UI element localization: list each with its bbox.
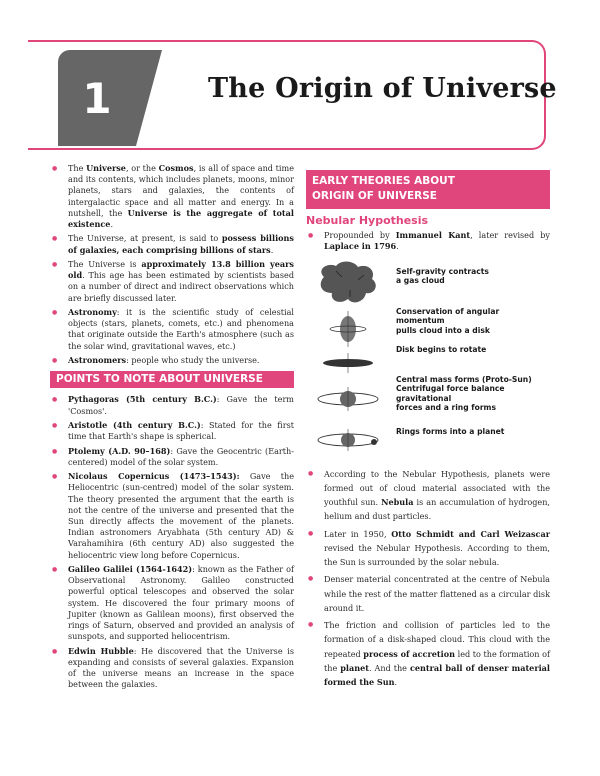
- diagram-label: Rings forms into a planet: [396, 426, 505, 436]
- section-title-line: ORIGIN OF UNIVERSE: [312, 190, 437, 202]
- diagram-label-line: Central mass forms (Proto-Sun): [396, 374, 532, 384]
- points-list: [50, 394, 294, 690]
- nebular-diagram: [306, 257, 550, 463]
- diagram-label: [396, 307, 550, 336]
- section-title-early-theories: [306, 170, 550, 209]
- bullet-item: ● Pythagoras (5th century B.C.): Gave the term 'Cosmos'.: [50, 394, 294, 416]
- right-points-list: [306, 467, 550, 690]
- diagram-label-line: a gas cloud: [396, 276, 445, 286]
- first-point: ● Propounded by Immanuel Kant, later revised by Laplace in 1796.: [306, 230, 550, 252]
- bullet-item: ● Astronomy: it is the scientific study of celestial objects (stars, planets, comets, etc.) and phenomena that originate outside the Earth's atmosphere (such as the solar wind, gravitational waves, etc.): [50, 307, 294, 352]
- bullet-item: ● According to the Nebular Hypothesis, planets were formed out of cloud material associated with the youthful sun. Nebula is an accumulation of hydrogen, helium and dust particles.: [306, 467, 550, 524]
- left-column: [50, 163, 294, 694]
- diagram-label-line: Centrifugal force balance gravitational: [396, 384, 505, 403]
- bullet-item: ● The Universe, at present, is said to possess billions of galaxies, each comprising billions of stars.: [50, 233, 294, 255]
- intro-list: [50, 163, 294, 366]
- subheading-nebular: Nebular Hypothesis: [306, 214, 429, 227]
- diagram-label: [396, 375, 550, 413]
- bullet-item: ● Nicolaus Copernicus (1473–1543): Gave the Heliocentric (sun-centred) model of the solar system. The theory presented the argument that the earth is not the centre of the universe and presented that the Sun directly affects the movement of the planets. Indian astronomers Aryabhata (5th century AD) & Varahamihira (6th century AD) also suggested the heliocentric view long before Copernicus.: [50, 471, 294, 561]
- bullet-item: ● Edwin Hubble: He discovered that the Universe is expanding and consists of several galaxies. Expansion of the universe means an increase in the space between the galaxies.: [50, 646, 294, 691]
- bullet-item: ● The friction and collision of particles led to the formation of a disk-shaped cloud. This cloud with the repeated process of accretion led to the formation of the planet. And the central ball of denser material formed the Sun.: [306, 618, 550, 689]
- nebular-diagram-graphic: [306, 257, 396, 463]
- bullet-item: ● The Universe is approximately 13.8 billion years old. This age has been estimated by scientists based on a number of direct and indirect observations which are briefly discussed later.: [50, 259, 294, 304]
- diagram-label: [396, 267, 489, 286]
- diagram-label-line: pulls cloud into a disk: [396, 325, 490, 335]
- bullet-item: ● Aristotle (4th century B.C.): Stated for the first time that Earth's shape is spherical.: [50, 420, 294, 442]
- bullet-item: ● Later in 1950, Otto Schmidt and Carl Weizascar revised the Nebular Hypothesis. According to them, the Sun is surrounded by the solar nebula.: [306, 527, 550, 570]
- planet-shape: [371, 439, 377, 445]
- gas-cloud-shape: [321, 261, 376, 302]
- diagram-label: Disk begins to rotate: [396, 344, 487, 354]
- chapter-number: 1: [82, 73, 112, 123]
- section-title-points: POINTS TO NOTE ABOUT UNIVERSE: [50, 371, 294, 388]
- page-title: The Origin of Universe: [208, 73, 557, 104]
- bullet-item: ● Ptolemy (A.D. 90–168): Gave the Geocentric (Earth-centered) model of the solar system.: [50, 446, 294, 468]
- bullet-item: ● The Universe, or the Cosmos, is all of space and time and its contents, which includes planets, moons, minor planets, stars and galaxies, the contents of intergalactic space and all matter and energy. In a nutshell, the Universe is the aggregate of total existence.: [50, 163, 294, 230]
- diagram-label-line: forces and a ring forms: [396, 403, 496, 413]
- right-column: [306, 170, 550, 692]
- section-title-line: EARLY THEORIES ABOUT: [312, 175, 455, 187]
- diagram-label-line: Conservation of angular momentum: [396, 306, 500, 326]
- diagram-label-line: Self-gravity contracts: [396, 266, 489, 276]
- bullet-item: ● Astronomers: people who study the universe.: [50, 355, 294, 366]
- bullet-item: ● Denser material concentrated at the centre of Nebula while the rest of the matter flattened as a circular disk around it.: [306, 572, 550, 615]
- chapter-number-box: [58, 50, 136, 146]
- bullet-item: ● Galileo Galilei (1564-1642): known as the Father of Observational Astronomy. Galileo constructed powerful optical telescopes and observed the solar system. He discovered the four primary moons of Jupiter (known as Galilean moons), first observed the rings of Saturn, observed and provided an analysis of sunspots, and supported heliocentrism.: [50, 564, 294, 642]
